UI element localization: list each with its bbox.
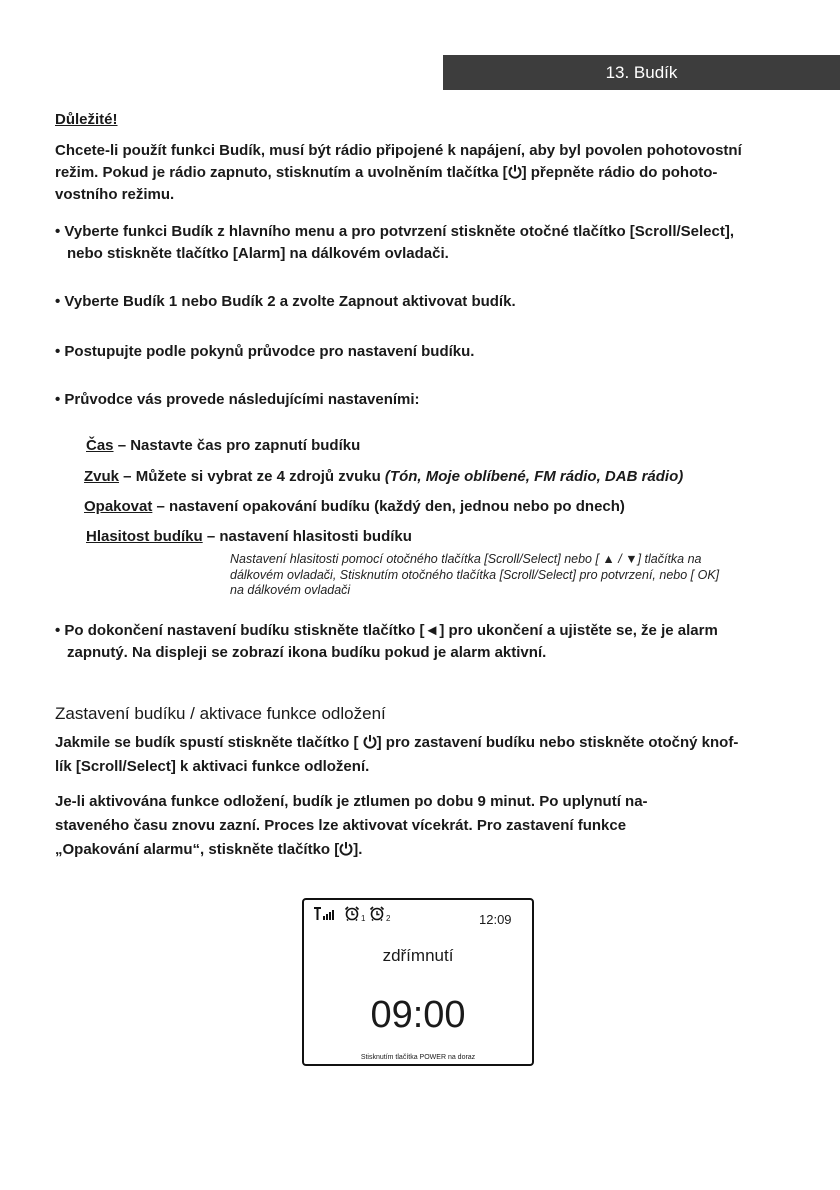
text-line: na dálkovém ovladači: [230, 583, 351, 597]
alarm-1-index: 1: [361, 914, 366, 923]
term: Čas: [86, 437, 114, 454]
text-line: Chcete-li použít funkci Budík, musí být rádio připojené k napájení, aby byl povolen pohotovostní: [55, 142, 742, 159]
mode-label: zdřímnutí: [382, 946, 454, 965]
setting-repeat: [84, 496, 625, 518]
text-line: • Vyberte funkci Budík z hlavního menu a pro potvrzení stiskněte otočné tlačítko [Scroll/Select],: [55, 223, 735, 240]
text: režim. Pokud je rádio zapnuto, stisknutím a uvolněním tlačítka [: [55, 164, 508, 181]
desc: – nastavení hlasitosti budíku: [202, 528, 412, 545]
desc: – Nastavte čas pro zapnutí budíku: [113, 437, 361, 454]
setting-volume: [86, 526, 412, 548]
signal-icon: [314, 907, 336, 921]
alarm-2-icon: [369, 905, 385, 921]
term: Opakovat: [84, 498, 153, 515]
bullet-4: • Průvodce vás provede následujícími nastaveními:: [55, 391, 420, 408]
text-line: nebo stiskněte tlačítko [Alarm] na dálkovém ovladači.: [67, 245, 449, 262]
power-icon: [339, 841, 353, 856]
text-line: Nastavení hlasitosti pomocí otočného tlačítka [Scroll/Select] nebo [ ▲ / ▼] tlačítka na: [230, 552, 702, 566]
desc: – nastavení opakování budíku (každý den, jednou nebo po dnech): [152, 498, 625, 515]
text: ] pro zastavení budíku nebo stiskněte otočný knof-: [376, 734, 739, 751]
important-text: [55, 140, 742, 206]
text-line: zapnutý. Na displeji se zobrazí ikona budíku pokud je alarm aktivní.: [67, 644, 547, 661]
volume-note: [230, 552, 719, 599]
term: Zvuk: [84, 468, 120, 485]
text-line: [55, 731, 738, 755]
alarm-time: 09:00: [370, 994, 466, 1036]
bullet-2: • Vyberte Budík 1 nebo Budík 2 a zvolte Zapnout aktivovat budík.: [55, 293, 516, 310]
setting-time: [86, 435, 360, 457]
important-heading: Důležité!: [55, 111, 118, 128]
alarm-2-index: 2: [386, 914, 391, 923]
text-line: vostního režimu.: [55, 186, 175, 203]
power-icon: [508, 164, 522, 179]
text: ] přepněte rádio do pohoto-: [521, 164, 718, 181]
term: Hlasitost budíku: [86, 528, 203, 545]
bullet-3: • Postupujte podle pokynů průvodce pro nastavení budíku.: [55, 343, 475, 360]
final-bullet: [55, 620, 718, 664]
text-line: [55, 162, 742, 184]
alarm-1-icon: [344, 905, 360, 921]
snooze-p1: [55, 731, 738, 779]
setting-sound: [84, 466, 683, 488]
section-header: 13. Budík: [443, 55, 840, 90]
text: „Opakování alarmu“, stiskněte tlačítko [: [55, 841, 340, 858]
snooze-p2: [55, 790, 648, 862]
text-line: [55, 838, 648, 862]
clock: 12:09: [479, 912, 512, 927]
bullet-1: [55, 221, 734, 265]
sound-sources: (Tón, Moje oblíbené, FM rádio, DAB rádio): [384, 468, 684, 485]
desc: – Můžete si vybrat ze 4 zdrojů zvuku: [119, 468, 385, 485]
text-line: dálkovém ovladači, Stisknutím otočného tlačítka [Scroll/Select] pro potvrzení, nebo [ OK]: [230, 567, 720, 582]
radio-display: [302, 898, 534, 1066]
text-line: lík [Scroll/Select] k aktivaci funkce odložení.: [55, 758, 370, 775]
text: ].: [353, 841, 363, 858]
power-icon: [363, 734, 377, 749]
text-line: • Po dokončení nastavení budíku stiskněte tlačítko [◄] pro ukončení a ujistěte se, že je alarm: [55, 622, 718, 639]
display-hint: Stisknutím tlačítka POWER na doraz: [360, 1054, 476, 1061]
text-line: staveného času znovu zazní. Proces lze aktivovat vícekrát. Pro zastavení funkce: [55, 817, 627, 834]
text-line: Je-li aktivována funkce odložení, budík je ztlumen po dobu 9 minut. Po uplynutí na-: [55, 793, 648, 810]
snooze-heading: Zastavení budíku / aktivace funkce odložení: [55, 704, 386, 723]
text: Jakmile se budík spustí stiskněte tlačítko [: [55, 734, 363, 751]
